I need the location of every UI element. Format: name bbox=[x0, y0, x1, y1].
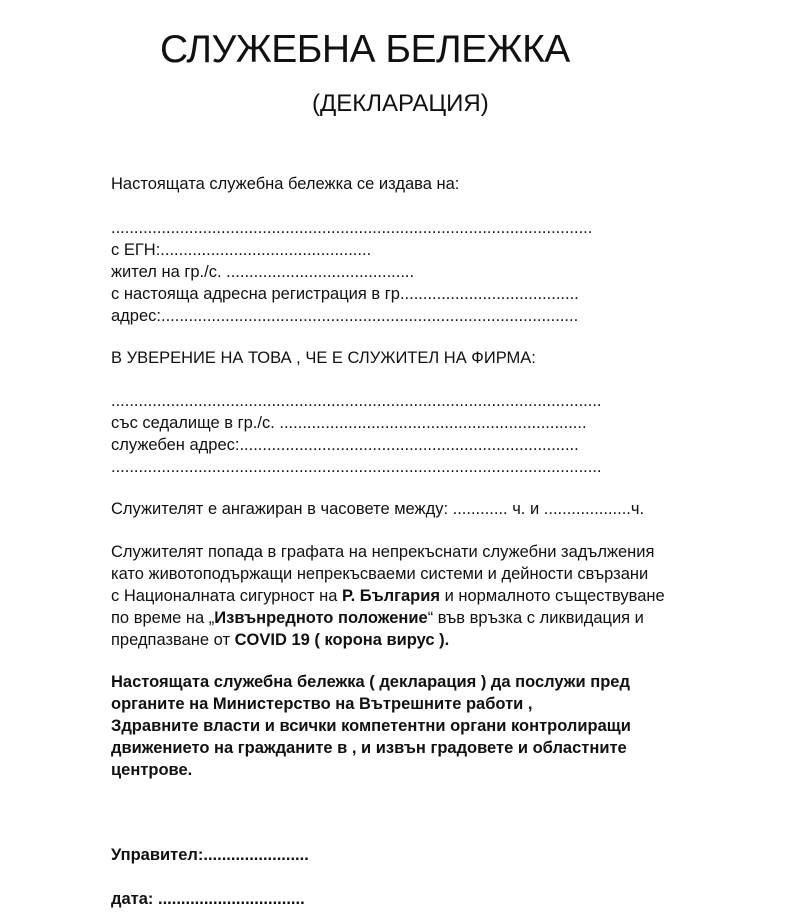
duties-line-1: Служителят попада в графата на непрекъснати служебни задължения bbox=[111, 543, 655, 561]
manager-signature-field: Управител:....................... bbox=[111, 846, 309, 864]
purpose-line-3: Здравните власти и всички компетентни органи контролиращи bbox=[111, 717, 631, 735]
duties-line-2: като животоподържащи непрекъсваеми системи и дейности свързани bbox=[111, 565, 649, 583]
purpose-paragraph bbox=[111, 671, 631, 781]
company-seat-field: със седалище в гр./с. ................................................................... bbox=[111, 414, 587, 432]
person-name-line: ......................................................................................................... bbox=[111, 219, 593, 237]
company-name-line: ........................................................................................................... bbox=[111, 392, 602, 410]
registration-field: с настояща адресна регистрация в гр....................................... bbox=[111, 285, 579, 303]
duties-line-4: по време на „Извънредното положение“ във връзка с ликвидация и bbox=[111, 609, 644, 627]
person-fields bbox=[111, 217, 592, 327]
company-extra-line: ........................................................................................................... bbox=[111, 458, 602, 476]
address-field: адрес:........................................................................................... bbox=[111, 307, 579, 325]
document-subtitle: (ДЕКЛАРАЦИЯ) bbox=[312, 90, 489, 117]
residence-field: жител на гр./с. ......................................... bbox=[111, 263, 415, 281]
purpose-line-1: Настоящата служебна бележка ( декларация ) да послужи пред bbox=[111, 673, 630, 691]
working-hours-line: Служителят е ангажиран в часовете между: ............ ч. и ...................ч. bbox=[111, 500, 645, 518]
company-heading: В УВЕРЕНИЕ НА ТОВА , ЧЕ Е СЛУЖИТЕЛ НА ФИРМА: bbox=[111, 349, 536, 367]
office-address-field: служебен адрес:.......................................................................... bbox=[111, 436, 579, 454]
duties-line-3: с Националната сигурност на Р. България и нормалното съществуване bbox=[111, 587, 665, 605]
purpose-line-4: движението на гражданите в , и извън градовете и областните bbox=[111, 739, 627, 757]
duties-paragraph bbox=[111, 541, 665, 651]
company-fields bbox=[111, 390, 602, 478]
purpose-line-5: центрове. bbox=[111, 761, 193, 779]
purpose-line-2: органите на Министерство на Вътрешните работи , bbox=[111, 695, 533, 713]
duties-line-5: предпазване от COVID 19 ( корона вирус ). bbox=[111, 631, 450, 649]
date-field: дата: ................................ bbox=[111, 890, 305, 908]
egn-field: с ЕГН:.............................................. bbox=[111, 241, 372, 259]
document-title: СЛУЖЕБНА БЕЛЕЖКА bbox=[160, 28, 570, 71]
issued-to-label: Настоящата служебна бележка се издава на: bbox=[111, 175, 460, 193]
